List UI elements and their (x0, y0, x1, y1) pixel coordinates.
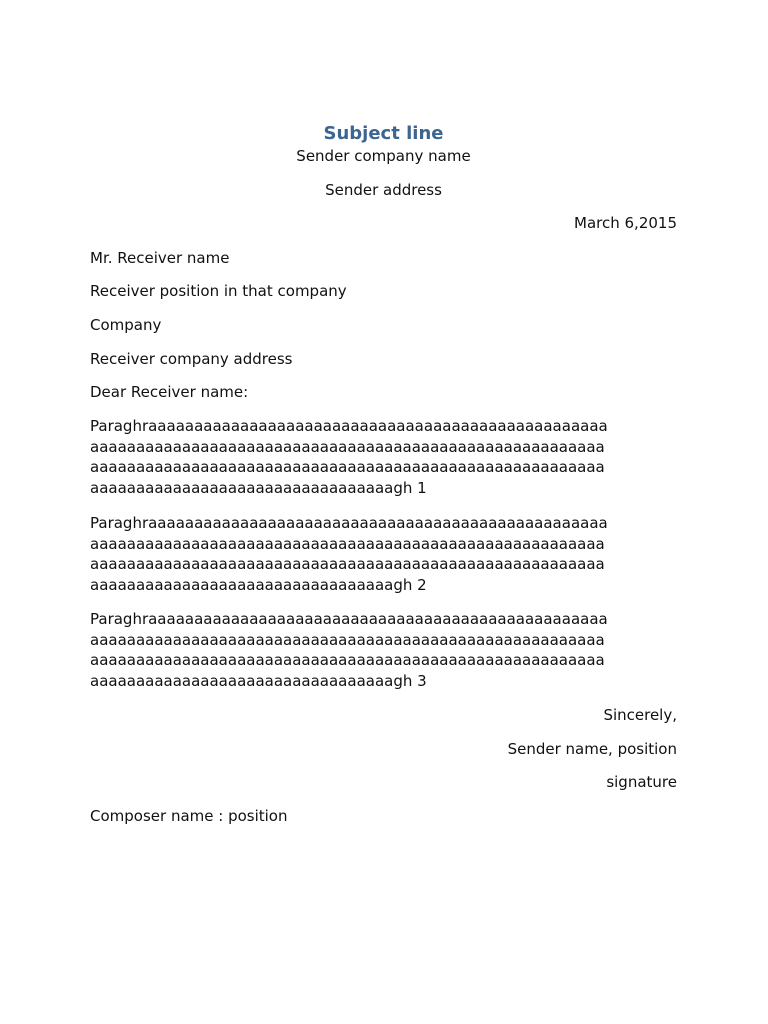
receiver-position: Receiver position in that company (90, 282, 347, 300)
paragraph-1 (90, 416, 677, 499)
sender-company-name: Sender company name (296, 147, 471, 165)
paragraph-line: aaaaaaaaaaaaaaaaaaaaaaaaaaaaaaaaaaaaaaaaaaaaaaaaaaaaaaaa (90, 555, 605, 574)
letter-date: March 6,2015 (574, 214, 677, 232)
paragraph-line: Paraghraaaaaaaaaaaaaaaaaaaaaaaaaaaaaaaaaaaaaaaaaaaaaaaaaa (90, 514, 608, 532)
signature: signature (606, 773, 677, 791)
closing: Sincerely, (603, 706, 677, 724)
paragraph-line: Paraghraaaaaaaaaaaaaaaaaaaaaaaaaaaaaaaaaaaaaaaaaaaaaaaaaa (90, 417, 608, 435)
subject-line: Subject line (323, 123, 444, 144)
paragraph-line: aaaaaaaaaaaaaaaaaaaaaaaaaaaaaaaaagh 2 (90, 576, 427, 595)
paragraph-line: aaaaaaaaaaaaaaaaaaaaaaaaaaaaaaaaagh 1 (90, 479, 427, 498)
paragraph-line: aaaaaaaaaaaaaaaaaaaaaaaaaaaaaaaaaaaaaaaaaaaaaaaaaaaaaaaa (90, 651, 605, 670)
composer-name: Composer name : position (90, 807, 288, 825)
paragraph-line: aaaaaaaaaaaaaaaaaaaaaaaaaaaaaaaaaaaaaaaaaaaaaaaaaaaaaaaa (90, 534, 605, 553)
salutation: Dear Receiver name: (90, 383, 249, 401)
paragraph-line: Paraghraaaaaaaaaaaaaaaaaaaaaaaaaaaaaaaaaaaaaaaaaaaaaaaaaa (90, 610, 608, 628)
paragraph-line: aaaaaaaaaaaaaaaaaaaaaaaaaaaaaaaaaaaaaaaaaaaaaaaaaaaaaaaa (90, 437, 605, 456)
paragraph-2 (90, 513, 677, 596)
paragraph-line: aaaaaaaaaaaaaaaaaaaaaaaaaaaaaaaaagh 3 (90, 672, 427, 691)
paragraph-3 (90, 609, 677, 692)
paragraph-line: aaaaaaaaaaaaaaaaaaaaaaaaaaaaaaaaaaaaaaaaaaaaaaaaaaaaaaaa (90, 630, 605, 649)
sender-address: Sender address (325, 181, 442, 199)
sender-name-position: Sender name, position (507, 740, 677, 758)
receiver-company: Company (90, 316, 162, 334)
receiver-company-address: Receiver company address (90, 350, 293, 368)
receiver-name: Mr. Receiver name (90, 249, 230, 267)
paragraph-line: aaaaaaaaaaaaaaaaaaaaaaaaaaaaaaaaaaaaaaaaaaaaaaaaaaaaaaaa (90, 458, 605, 477)
